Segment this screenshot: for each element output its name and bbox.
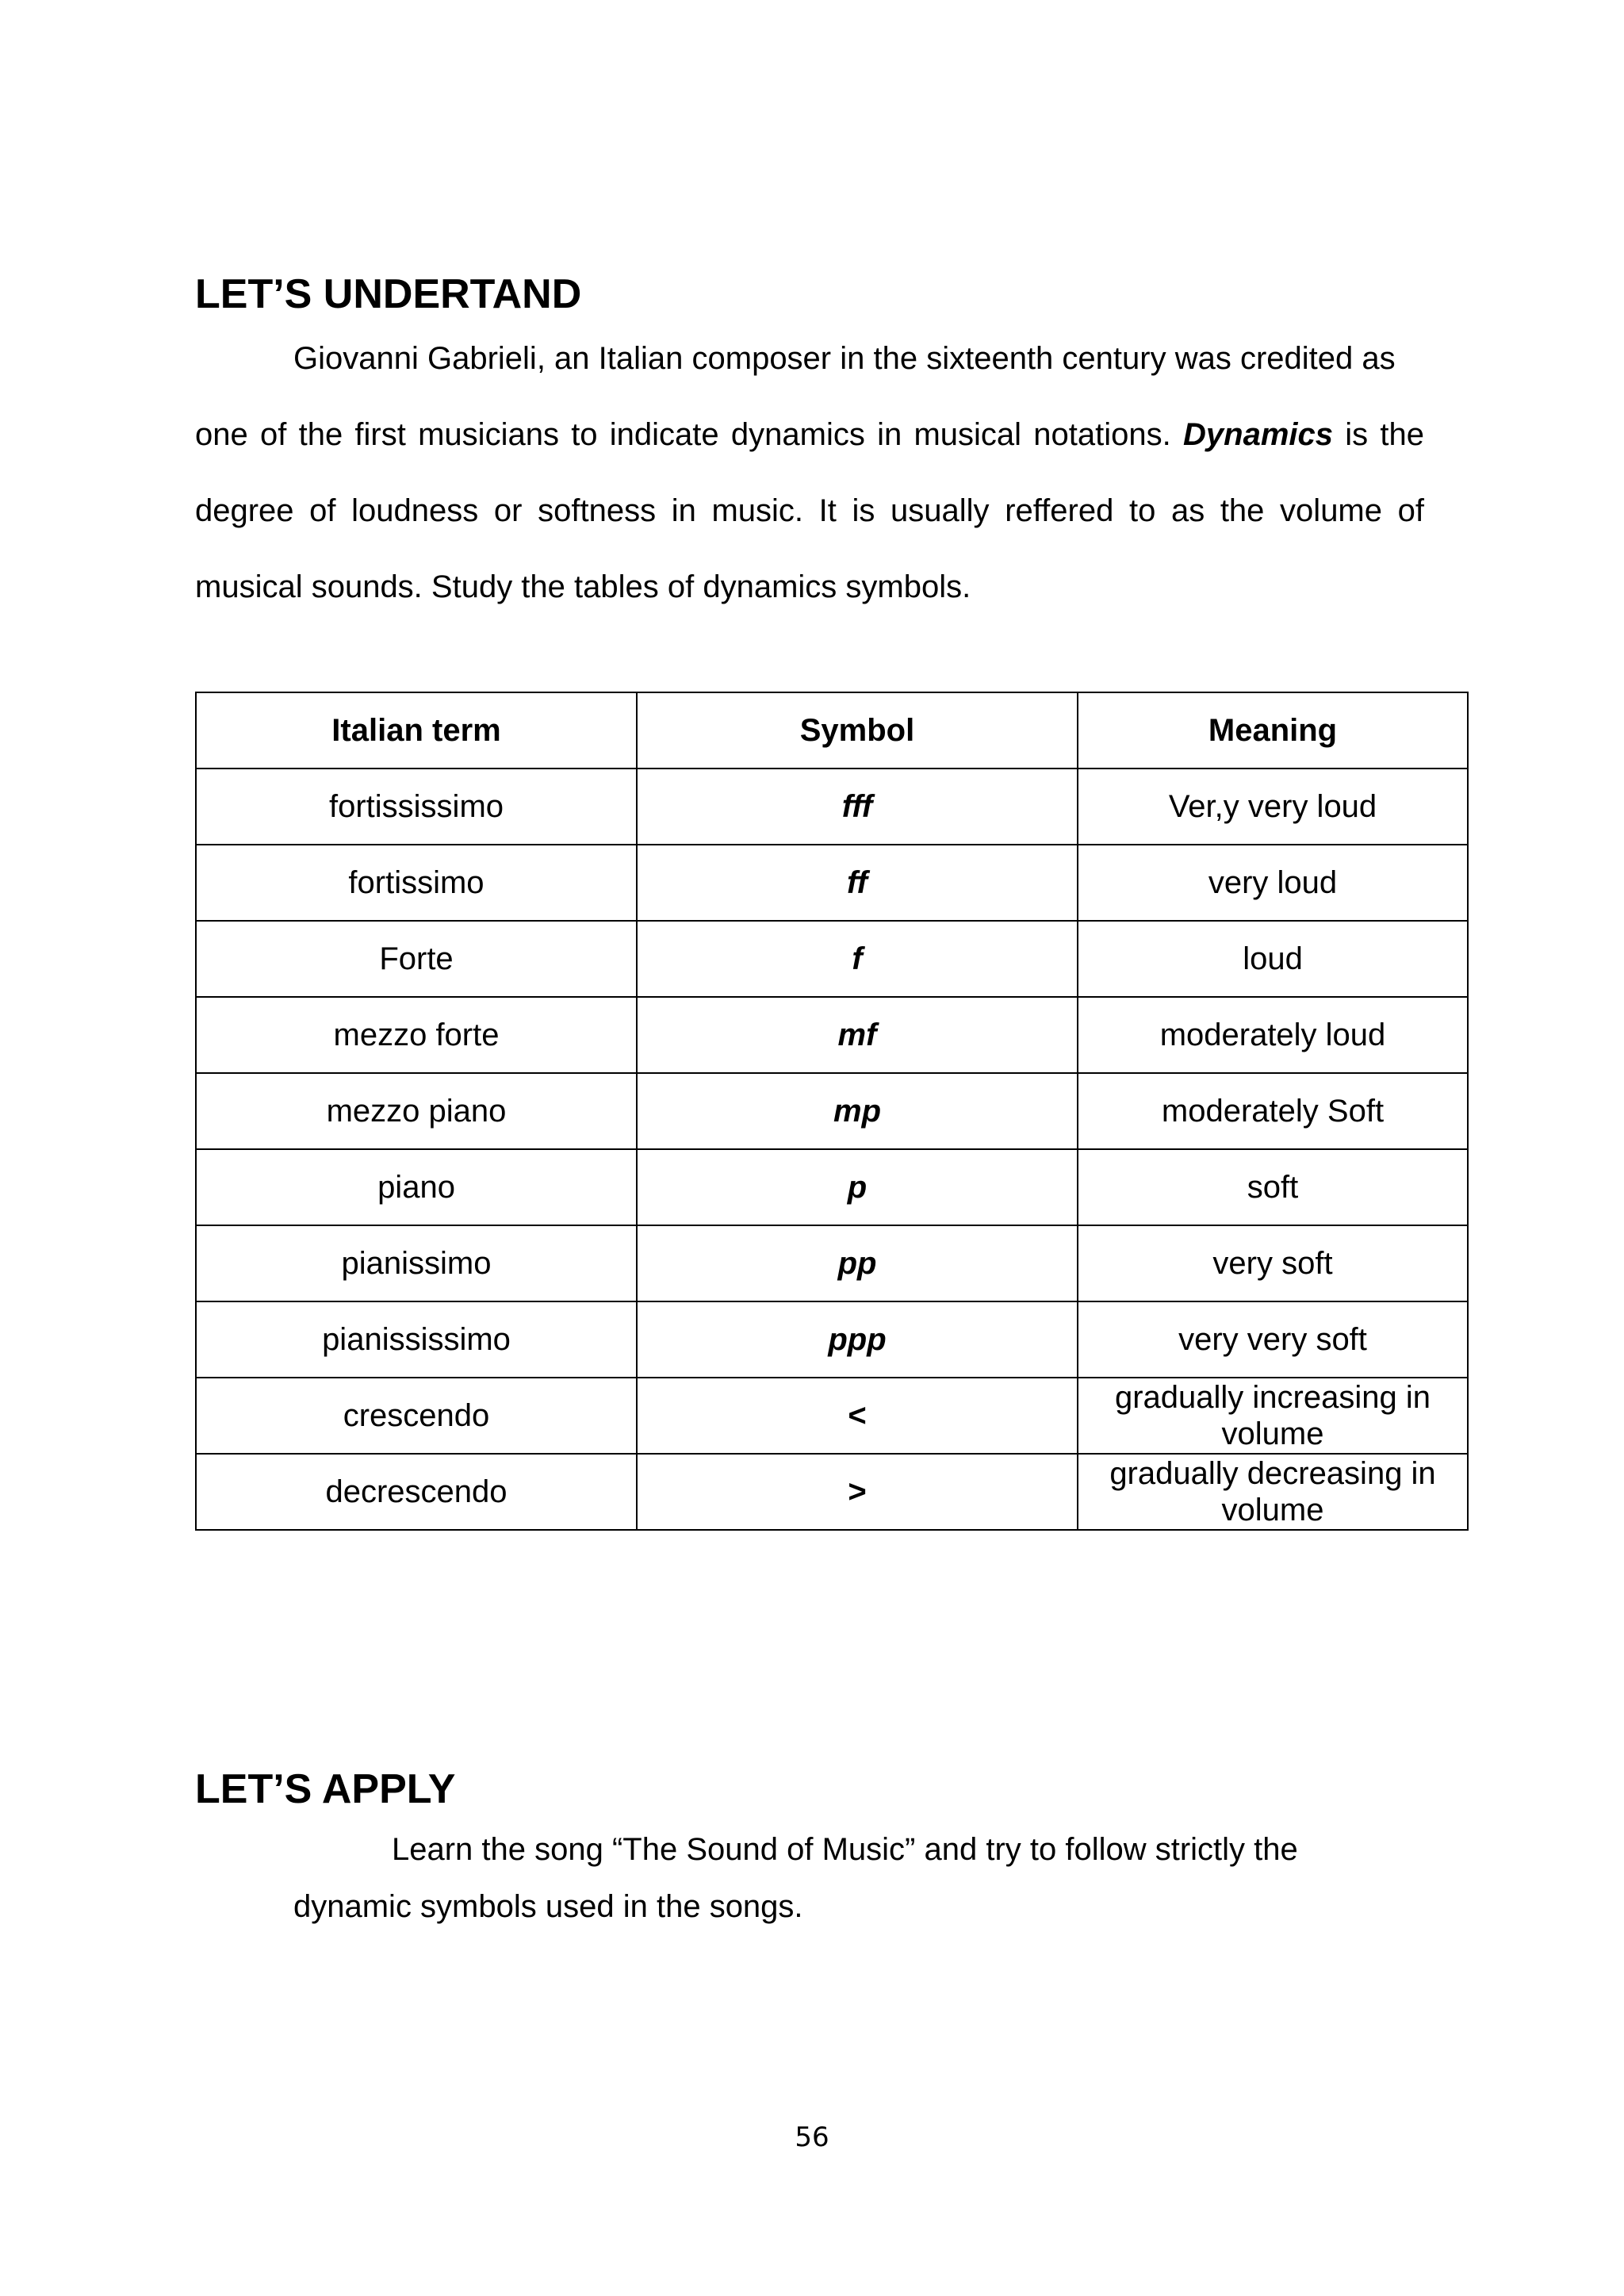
cell-term: fortississimo xyxy=(196,769,637,845)
cell-meaning: soft xyxy=(1078,1149,1468,1225)
cell-term: pianississimo xyxy=(196,1301,637,1378)
cell-symbol: mf xyxy=(637,997,1078,1073)
dynamics-term: Dynamics xyxy=(1183,417,1333,452)
cell-symbol: ppp xyxy=(637,1301,1078,1378)
table-row xyxy=(196,845,1468,921)
table-row xyxy=(196,1073,1468,1149)
section-heading-understand: LET’S UNDERTAND xyxy=(195,271,582,317)
section-heading-apply: LET’S APPLY xyxy=(195,1766,456,1812)
header-meaning: Meaning xyxy=(1078,692,1468,769)
dynamics-table xyxy=(195,692,1469,1531)
table-header-row xyxy=(196,692,1468,769)
header-symbol: Symbol xyxy=(637,692,1078,769)
cell-term: decrescendo xyxy=(196,1454,637,1530)
paragraph-line-1: Giovanni Gabrieli, an Italian composer in the sixteenth century was credited as xyxy=(293,341,1396,376)
cell-term: mezzo piano xyxy=(196,1073,637,1149)
cell-term: fortissimo xyxy=(196,845,637,921)
cell-meaning: very loud xyxy=(1078,845,1468,921)
cell-term: crescendo xyxy=(196,1378,637,1454)
cell-meaning: very very soft xyxy=(1078,1301,1468,1378)
paragraph-line-4: musical sounds. Study the tables of dynamics symbols. xyxy=(195,569,971,604)
cell-meaning: gradually increasing in volume xyxy=(1078,1378,1468,1454)
cell-symbol: p xyxy=(637,1149,1078,1225)
table-row xyxy=(196,997,1468,1073)
cell-meaning: moderately loud xyxy=(1078,997,1468,1073)
paragraph-line-2 xyxy=(195,419,1424,450)
paragraph-line-2-tail: is the xyxy=(1345,417,1424,452)
table-row xyxy=(196,769,1468,845)
cell-symbol: > xyxy=(637,1454,1078,1530)
cell-term: piano xyxy=(196,1149,637,1225)
cell-term: Forte xyxy=(196,921,637,997)
apply-line-2: dynamic symbols used in the songs. xyxy=(293,1889,803,1924)
table-row xyxy=(196,1149,1468,1225)
cell-meaning: very soft xyxy=(1078,1225,1468,1301)
apply-line-1: Learn the song “The Sound of Music” and try to follow strictly the xyxy=(392,1832,1298,1867)
header-italian-term: Italian term xyxy=(196,692,637,769)
table-row xyxy=(196,1378,1468,1454)
paragraph-line-3: degree of loudness or softness in music. It is usually reffered to as the volume of xyxy=(195,493,1424,528)
cell-symbol: f xyxy=(637,921,1078,997)
cell-symbol: < xyxy=(637,1378,1078,1454)
cell-meaning: Ver,y very loud xyxy=(1078,769,1468,845)
table-row xyxy=(196,921,1468,997)
cell-symbol: pp xyxy=(637,1225,1078,1301)
cell-symbol: fff xyxy=(637,769,1078,845)
cell-term: mezzo forte xyxy=(196,997,637,1073)
cell-symbol: ff xyxy=(637,845,1078,921)
cell-meaning: moderately Soft xyxy=(1078,1073,1468,1149)
cell-term: pianissimo xyxy=(196,1225,637,1301)
cell-meaning: gradually decreasing in volume xyxy=(1078,1454,1468,1530)
page-number: 56 xyxy=(795,2122,829,2153)
table-row xyxy=(196,1454,1468,1530)
table-row xyxy=(196,1301,1468,1378)
table-row xyxy=(196,1225,1468,1301)
cell-symbol: mp xyxy=(637,1073,1078,1149)
cell-meaning: loud xyxy=(1078,921,1468,997)
paragraph-line-2-text: one of the first musicians to indicate dynamics in musical notations. xyxy=(195,417,1171,452)
